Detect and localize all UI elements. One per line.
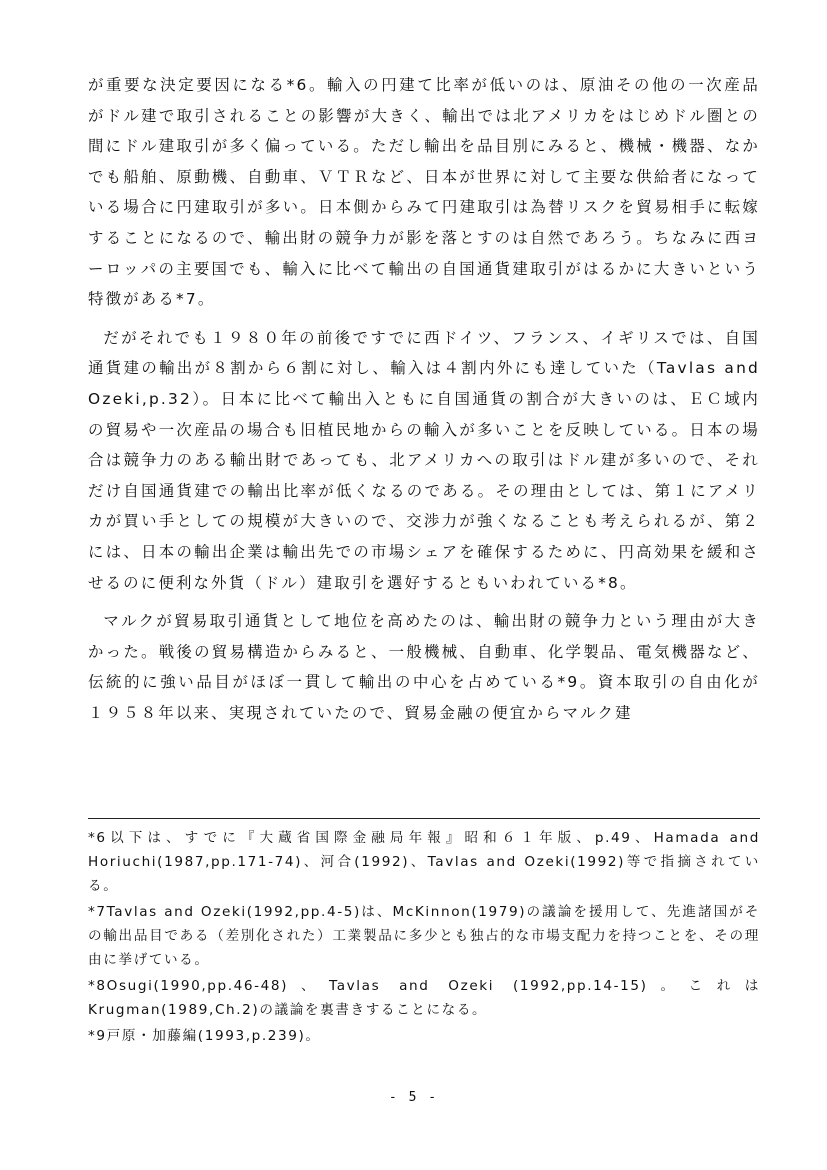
footnote-9: *9戸原・加藤編(1993,p.239)。 (88, 1028, 321, 1044)
paragraph-2: だがそれでも１９８０年の前後ですでに西ドイツ、フランス、イギリスでは、自国通貨建の輸出が８割から６割に対し、輸入は４割内外にも達していた（Tavlas and Ozeki,p.32）。日本に比べて輸出入ともに自国通貨の割合が大きいのは、ＥＣ域内の貿易や一次産品の場合も旧植民地からの輸入が多いことを反映している。日本の場合は競争力のある輸出財であっても、北アメリカへの取引はドル建が多いので、それだけ自国通貨建での輸出比率が低くなるのである。その理由としては、第１にアメリカが買い手としての規模が大きいので、交渉力が強くなることも考えられるが、第２には、日本の輸出企業は輸出先での市場シェアを確保するために、円高効果を緩和させるのに便利な外貨（ドル）建取引を選好するともいわれている*8。 (88, 328, 760, 592)
footnote-7: *7Tavlas and Ozeki(1992,pp.4-5)は、McKinnon(1979)の議論を援用して、先進諸国がその輸出品目である（差別化された）工業製品に多少とも独占的な市場支配力を持つことを、その理由に挙げている。 (88, 904, 760, 968)
paragraph-3: マルクが貿易取引通貨として地位を高めたのは、輸出財の競争力という理由が大きかった。戦後の貿易構造からみると、一般機械、自動車、化学製品、電気機器など、伝統的に強い品目がほぼ一貫して輸出の中心を占めている*9。資本取引の自由化が１９５８年以来、実現されていたので、貿易金融の便宜からマルク建 (88, 612, 760, 722)
footnote-divider (88, 818, 760, 819)
body-text (88, 70, 760, 728)
paragraph-1: が重要な決定要因になる*6。輸入の円建て比率が低いのは、原油その他の一次産品がドル建で取引されることの影響が大きく、輸出では北アメリカをはじめドル圏との間にドル建取引が多く偏っている。ただし輸出を品目別にみると、機械・機器、なかでも船舶、原動機、自動車、ＶＴＲなど、日本が世界に対して主要な供給者になっている場合に円建取引が多い。日本側からみて円建取引は為替リスクを貿易相手に転嫁することになるので、輸出財の競争力が影を落とすのは自然であろう。ちなみに西ヨーロッパの主要国でも、輸入に比べて輸出の自国通貨建取引がはるかに大きいという特徴がある*7。 (88, 76, 760, 309)
footnote-8: *8Osugi(1990,pp.46-48)、Tavlas and Ozeki (1992,pp.14-15)。これはKrugman(1989,Ch.2)の議論を裏書きすることになる。 (88, 978, 760, 1018)
page-number: - 5 - (388, 1090, 439, 1105)
footnotes (88, 826, 760, 1050)
footnote-6: *6以下は、すでに『大蔵省国際金融局年報』昭和６１年版、p.49、Hamada and Horiuchi(1987,pp.171-74)、河合(1992)、Tavlas and Ozeki(1992)等で指摘されている。 (88, 830, 760, 894)
